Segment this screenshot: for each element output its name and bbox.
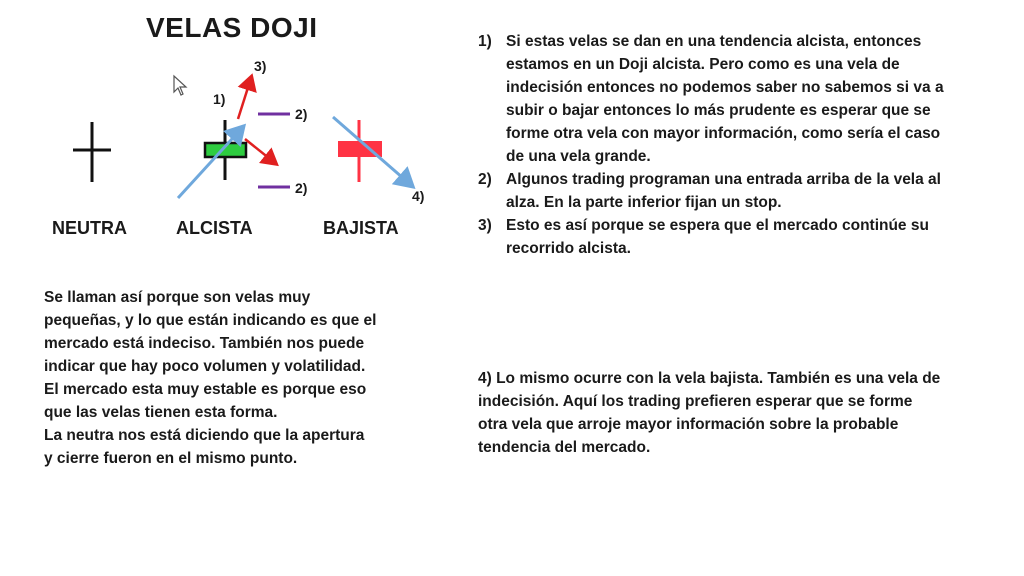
note-line: otra vela que arroje mayor información sobre la probable bbox=[478, 416, 899, 433]
list-number: 3) bbox=[478, 217, 492, 234]
list-line: forme otra vela con mayor información, como sería el caso bbox=[506, 125, 941, 142]
neutral-label: NEUTRA bbox=[52, 218, 127, 238]
list-line: Si estas velas se dan en una tendencia alcista, entonces bbox=[506, 33, 922, 50]
list-line: alza. En la parte inferior fijan un stop. bbox=[506, 194, 782, 211]
list-line: Algunos trading programan una entrada arriba de la vela al bbox=[506, 171, 941, 188]
annotation-label-4: 4) bbox=[412, 188, 425, 204]
list-line: Esto es así porque se espera que el mercado continúe su bbox=[506, 217, 929, 234]
neutral-doji-candle bbox=[73, 122, 111, 182]
left-line: mercado está indeciso. También nos puede bbox=[44, 335, 365, 352]
bearish-doji-candle bbox=[338, 120, 382, 182]
list-line: estamos en un Doji alcista. Pero como es una vela de bbox=[506, 56, 900, 73]
left-line: La neutra nos está diciendo que la apertura bbox=[44, 427, 365, 444]
numbered-explanations bbox=[478, 30, 998, 260]
bullish-label: ALCISTA bbox=[176, 218, 253, 238]
note-line: 4) Lo mismo ocurre con la vela bajista. También es una vela de bbox=[478, 370, 941, 387]
list-line: de una vela grande. bbox=[506, 148, 651, 165]
list-number: 1) bbox=[478, 33, 492, 50]
left-line: indicar que hay poco volumen y volatilidad. bbox=[44, 358, 366, 375]
list-line: subir o bajar entonces lo más prudente es esperar que se bbox=[506, 102, 931, 119]
left-line: y cierre fueron en el mismo punto. bbox=[44, 450, 298, 467]
left-line: que las velas tienen esta forma. bbox=[44, 404, 278, 421]
list-item bbox=[478, 168, 998, 214]
list-line: indecisión entonces no podemos saber no sabemos si va a bbox=[506, 79, 944, 96]
list-line: recorrido alcista. bbox=[506, 240, 631, 257]
left-line: El mercado esta muy estable es porque eso bbox=[44, 381, 367, 398]
note-line: tendencia del mercado. bbox=[478, 439, 651, 456]
annotation-label-3: 3) bbox=[254, 58, 267, 74]
cursor-arrow-icon bbox=[174, 76, 186, 95]
list-item bbox=[478, 30, 998, 168]
annotation-label-2-bottom: 2) bbox=[295, 180, 308, 196]
red-arrow-up bbox=[238, 78, 251, 119]
annotation-label-1: 1) bbox=[213, 91, 226, 107]
page-title: VELAS DOJI bbox=[146, 12, 318, 43]
left-line: Se llaman así porque son velas muy bbox=[44, 289, 311, 306]
note-line: indecisión. Aquí los trading prefieren esperar que se forme bbox=[478, 393, 913, 410]
annotation-label-2-top: 2) bbox=[295, 106, 308, 122]
blue-arrow-up bbox=[178, 128, 242, 198]
red-arrow-down bbox=[245, 139, 275, 163]
bearish-label: BAJISTA bbox=[323, 218, 399, 238]
left-line: pequeñas, y lo que están indicando es que el bbox=[44, 312, 377, 329]
list-number: 2) bbox=[478, 171, 492, 188]
left-description bbox=[44, 286, 414, 470]
bearish-note bbox=[478, 367, 998, 459]
list-item bbox=[478, 214, 998, 260]
